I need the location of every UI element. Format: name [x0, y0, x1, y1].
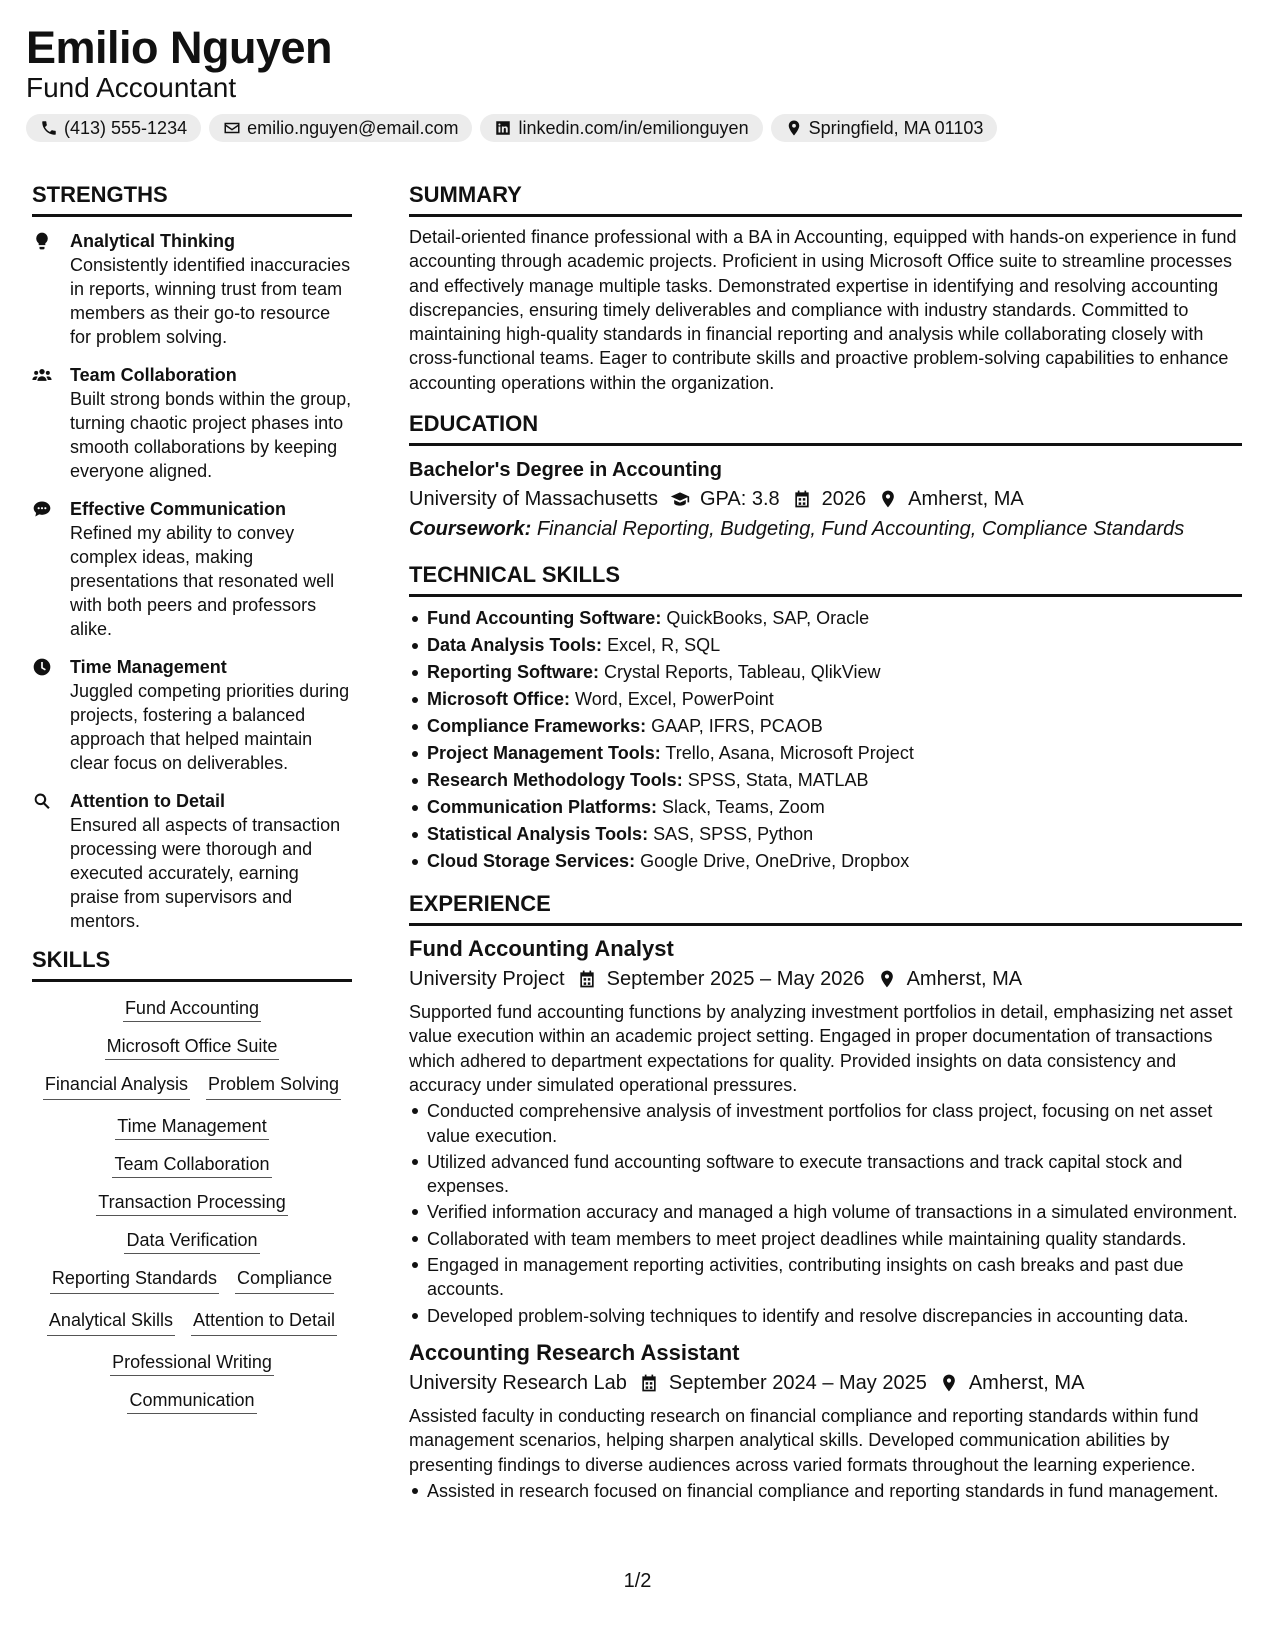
- location-pin-icon: [878, 489, 898, 509]
- education-school: University of Massachusetts: [409, 488, 658, 511]
- contact-bar: [26, 114, 997, 142]
- strengths-heading: STRENGTHS: [32, 182, 352, 217]
- contact-linkedin[interactable]: [480, 114, 762, 142]
- education-year: 2026: [821, 488, 867, 511]
- experience-entry: [409, 1338, 1242, 1503]
- list-item: Conducted comprehensive analysis of investment portfolios for class project, focusing on net asset value execution.: [409, 1099, 1242, 1148]
- calendar-icon: [577, 969, 597, 989]
- skill-chip: Professional Writing: [110, 1352, 274, 1376]
- skill-chip: Data Verification: [124, 1230, 259, 1254]
- skill-chip: Financial Analysis: [43, 1072, 190, 1100]
- contact-phone[interactable]: [26, 114, 201, 142]
- contact-email[interactable]: [209, 114, 472, 142]
- education-meta: [409, 484, 1242, 514]
- contact-phone-text: (413) 555-1234: [64, 117, 188, 138]
- coursework-text: Financial Reporting, Budgeting, Fund Accounting, Compliance Standards: [536, 518, 1185, 541]
- education-location: Amherst, MA: [908, 488, 1024, 511]
- list-item: Statistical Analysis Tools: SAS, SPSS, Python: [409, 821, 1242, 848]
- job-description: Assisted faculty in conducting research on financial compliance and reporting standards within fund management scenarios, helping sharpen analytical skills. Developed communication abilities by presenting findings to diverse audiences across varied formats throughout the learning experience.: [409, 1405, 1199, 1475]
- search-icon: [32, 791, 52, 811]
- list-item: Engaged in management reporting activities, contributing insights on cash breaks and past due accounts.: [409, 1253, 1242, 1302]
- education-gpa: GPA: 3.8: [699, 488, 780, 511]
- skills-list: [32, 996, 352, 1412]
- strength-desc: Built strong bonds within the group, turning chaotic project phases into smooth collaborations by keeping everyone aligned.: [70, 389, 352, 481]
- strength-title: Attention to Detail: [70, 791, 225, 811]
- job-org: University Research Lab: [409, 1371, 627, 1394]
- graduation-cap-icon: [670, 489, 690, 509]
- skill-chip: Time Management: [115, 1116, 268, 1140]
- strength-title: Team Collaboration: [70, 365, 237, 385]
- contact-linkedin-text: linkedin.com/in/emilionguyen: [518, 117, 749, 138]
- contact-location-text: Springfield, MA 01103: [808, 117, 984, 138]
- strength-title: Time Management: [70, 657, 227, 677]
- skill-chip: Communication: [127, 1390, 256, 1414]
- list-item: Project Management Tools: Trello, Asana, Microsoft Project: [409, 740, 1242, 767]
- chat-bubble-icon: [32, 499, 52, 519]
- strength-item: [32, 789, 352, 933]
- job-description: Supported fund accounting functions by analyzing investment portfolios in detail, emphasizing net asset value execution within an academic project setting. Engaged in proper documentation of transactions which adhered to department expectations for quality. Provided insights on data consistency and accuracy under simulated operational pressures.: [409, 1002, 1233, 1095]
- envelope-icon: [223, 119, 241, 137]
- skill-chip: Compliance: [235, 1266, 334, 1294]
- job-bullets: [409, 1479, 1242, 1503]
- job-org: University Project: [409, 968, 565, 991]
- education-coursework: [409, 514, 1242, 544]
- list-item: Research Methodology Tools: SPSS, Stata, MATLAB: [409, 767, 1242, 794]
- list-item: Verified information accuracy and managed a high volume of transactions in a simulated environment.: [409, 1200, 1242, 1224]
- skill-chip: Transaction Processing: [96, 1192, 287, 1216]
- job-bullets: [409, 1099, 1242, 1328]
- lightbulb-icon: [32, 231, 52, 251]
- linkedin-icon: [494, 119, 512, 137]
- calendar-icon: [792, 489, 812, 509]
- calendar-icon: [639, 1373, 659, 1393]
- contact-location: [771, 114, 998, 142]
- strength-item: [32, 229, 352, 349]
- education-heading: EDUCATION: [409, 411, 1242, 446]
- strength-title: Analytical Thinking: [70, 231, 236, 251]
- strength-desc: Juggled competing priorities during projects, fostering a balanced approach that helped maintain clear focus on deliverables.: [70, 681, 350, 773]
- users-icon: [32, 365, 52, 385]
- experience-heading: EXPERIENCE: [409, 891, 1242, 926]
- list-item: Cloud Storage Services: Google Drive, OneDrive, Dropbox: [409, 848, 1242, 875]
- summary-heading: SUMMARY: [409, 182, 1242, 217]
- job-meta: [409, 1368, 1242, 1398]
- technical-skills-list: [409, 605, 1242, 875]
- strength-item: [32, 655, 352, 775]
- skill-chip: Attention to Detail: [191, 1308, 337, 1336]
- list-item: Assisted in research focused on financial compliance and reporting standards in fund management.: [409, 1479, 1242, 1503]
- list-item: Reporting Software: Crystal Reports, Tableau, QlikView: [409, 659, 1242, 686]
- strength-item: [32, 363, 352, 483]
- skill-chip: Analytical Skills: [47, 1308, 175, 1336]
- technical-skills-heading: TECHNICAL SKILLS: [409, 562, 1242, 597]
- job-dates: September 2024 – May 2025: [668, 1371, 927, 1394]
- location-pin-icon: [877, 969, 897, 989]
- list-item: Data Analysis Tools: Excel, R, SQL: [409, 632, 1242, 659]
- skill-chip: Problem Solving: [206, 1072, 341, 1100]
- job-meta: [409, 964, 1242, 994]
- list-item: Fund Accounting Software: QuickBooks, SAP, Oracle: [409, 605, 1242, 632]
- strength-desc: Refined my ability to convey complex ideas, making presentations that resonated well with both peers and professors alike.: [70, 523, 335, 639]
- clock-icon: [32, 657, 52, 677]
- strength-desc: Consistently identified inaccuracies in reports, winning trust from team members as their go-to resource for problem solving.: [70, 255, 351, 347]
- contact-email-text: emilio.nguyen@email.com: [247, 117, 459, 138]
- candidate-title: Fund Accountant: [26, 72, 237, 103]
- strengths-list: [32, 229, 352, 933]
- list-item: Microsoft Office: Word, Excel, PowerPoint: [409, 686, 1242, 713]
- job-title: Accounting Research Assistant: [409, 1339, 740, 1365]
- job-location: Amherst, MA: [906, 968, 1023, 991]
- list-item: Collaborated with team members to meet project deadlines while maintaining quality standards.: [409, 1227, 1242, 1251]
- skill-chip: Team Collaboration: [112, 1154, 271, 1178]
- job-location: Amherst, MA: [968, 1371, 1085, 1394]
- skills-heading: SKILLS: [32, 947, 352, 982]
- phone-icon: [40, 119, 58, 137]
- page-number: 1/2: [623, 1570, 652, 1592]
- strength-item: [32, 497, 352, 641]
- job-dates: September 2025 – May 2026: [606, 968, 865, 991]
- education-degree: Bachelor's Degree in Accounting: [409, 459, 722, 482]
- strength-desc: Ensured all aspects of transaction processing were thorough and executed accurately, earning praise from supervisors and mentors.: [70, 815, 341, 931]
- strength-title: Effective Communication: [70, 499, 287, 519]
- experience-entry: [409, 934, 1242, 1328]
- summary-text: Detail-oriented finance professional with a BA in Accounting, equipped with hands-on experience in fund accounting through academic projects. Proficient in using Microsoft Office suite to streamline processes and effectively manage multiple tasks. Demonstrated expertise in identifying and resolving accounting discrepancies, ensuring timely deliverables and compliance with industry standards. Committed to maintaining high-quality standards in financial reporting and analysis while collaborating closely with cross-functional teams. Eager to contribute skills and proactive problem-solving capabilities to enhance accounting operations within the organization.: [409, 227, 1237, 393]
- skill-chip: Fund Accounting: [123, 998, 261, 1022]
- location-pin-icon: [939, 1373, 959, 1393]
- coursework-label: Coursework:: [409, 518, 532, 541]
- left-column: [32, 182, 352, 1412]
- list-item: Compliance Frameworks: GAAP, IFRS, PCAOB: [409, 713, 1242, 740]
- list-item: Utilized advanced fund accounting software to execute transactions and track capital stock and expenses.: [409, 1150, 1242, 1199]
- location-pin-icon: [785, 119, 803, 137]
- job-title: Fund Accounting Analyst: [409, 936, 674, 962]
- skill-chip: Microsoft Office Suite: [105, 1036, 280, 1060]
- list-item: Developed problem-solving techniques to identify and resolve discrepancies in accounting data.: [409, 1304, 1242, 1328]
- candidate-name: Emilio Nguyen: [26, 22, 333, 73]
- right-column: [409, 182, 1242, 1505]
- skill-chip: Reporting Standards: [50, 1266, 219, 1294]
- list-item: Communication Platforms: Slack, Teams, Zoom: [409, 794, 1242, 821]
